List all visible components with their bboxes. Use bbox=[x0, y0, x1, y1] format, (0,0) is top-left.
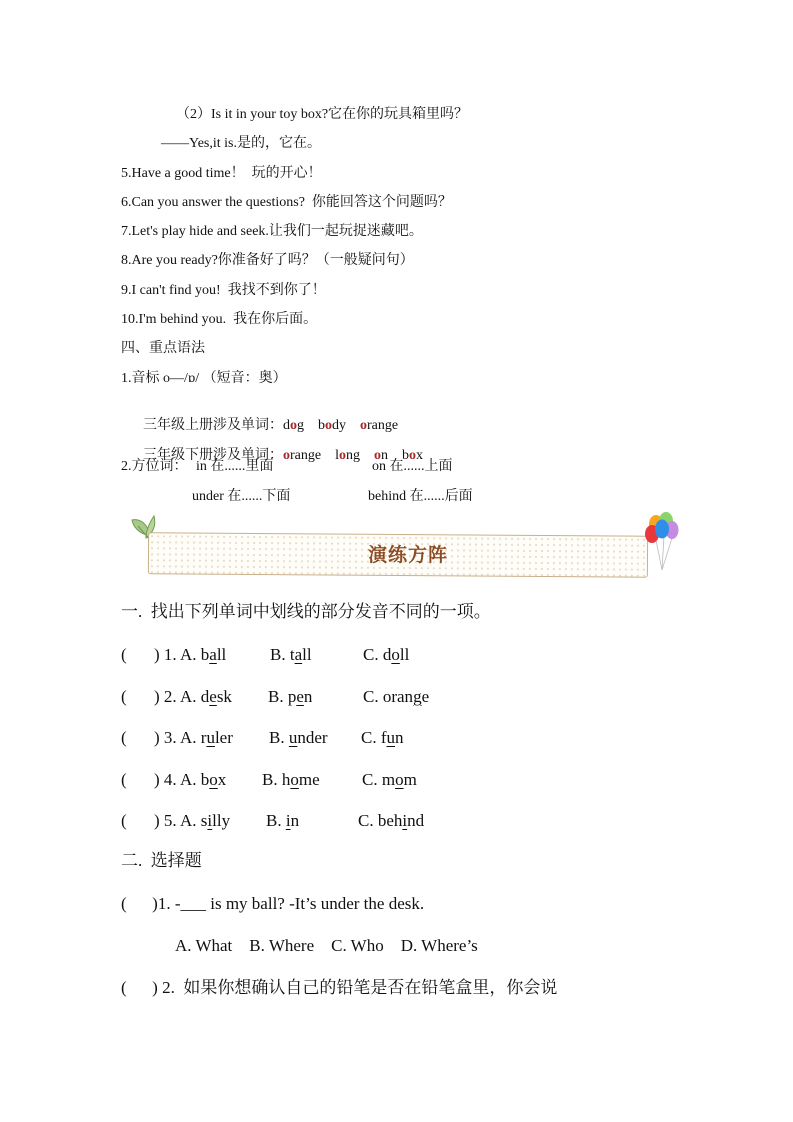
vocab-line: 5.Have a good time！ 玩的开心！ bbox=[121, 166, 322, 181]
word: orange bbox=[283, 448, 322, 463]
prep-under: under 在......下面 bbox=[192, 489, 291, 504]
section1-title: 一. 找出下列单词中划线的部分发音不同的一项。 bbox=[121, 602, 491, 621]
vocab-line: 10.I'm behind you. 我在你后面。 bbox=[121, 312, 318, 327]
word: on bbox=[373, 448, 388, 463]
answer-blank[interactable]: ( bbox=[121, 687, 127, 706]
word: body bbox=[318, 418, 346, 433]
vocab-line: 6.Can you answer the questions? 你能回答这个问题吗？ bbox=[121, 195, 452, 210]
question-2-2: ( ) 2. 如果你想确认自己的铅笔是否在铅笔盒里，你会说 bbox=[121, 978, 558, 997]
section2-title: 二. 选择题 bbox=[121, 851, 202, 870]
word: box bbox=[401, 448, 423, 463]
vocab-line: 7.Let's play hide and seek.让我们一起玩捉迷藏吧。 bbox=[121, 224, 423, 239]
vocab-line: ——Yes,it is.是的，它在。 bbox=[161, 136, 321, 151]
vocab-line: 8.Are you ready?你准备好了吗？（一般疑问句） bbox=[121, 253, 414, 268]
section-banner bbox=[128, 512, 688, 584]
vocab-line: 9.I can't find you! 我找不到你了！ bbox=[121, 283, 326, 298]
upper-label: 三年级上册涉及单词： bbox=[143, 418, 283, 433]
prep-on: on 在......上面 bbox=[372, 459, 453, 474]
lower-label: 三年级下册涉及单词： bbox=[143, 448, 283, 463]
word: dog bbox=[283, 418, 304, 433]
grammar-heading: 四、重点语法 bbox=[121, 341, 205, 356]
prep-behind: behind 在......后面 bbox=[368, 489, 473, 504]
banner-title: 演练方阵 bbox=[367, 544, 448, 566]
prep-in: in 在......里面 bbox=[196, 459, 274, 474]
answer-blank[interactable]: ( bbox=[121, 811, 127, 830]
word: long bbox=[335, 448, 360, 463]
phonics-title: 1.音标 o—/ɒ/ （短音：奥） bbox=[121, 371, 287, 386]
word: orange bbox=[360, 418, 399, 433]
prep-title: 2.方位词： bbox=[121, 459, 188, 474]
question-2-1-options: A. What B. Where C. Who D. Where’s bbox=[175, 936, 478, 955]
answer-blank[interactable]: ( bbox=[121, 728, 127, 747]
vocab-line: （2）Is it in your toy box?它在你的玩具箱里吗？ bbox=[176, 107, 469, 122]
answer-blank[interactable]: ( bbox=[121, 770, 127, 789]
answer-blank[interactable]: ( bbox=[121, 645, 127, 664]
balloons-icon bbox=[642, 512, 682, 574]
question-2-1: ( )1. -___ is my ball? -It’s under the desk. bbox=[121, 894, 425, 913]
